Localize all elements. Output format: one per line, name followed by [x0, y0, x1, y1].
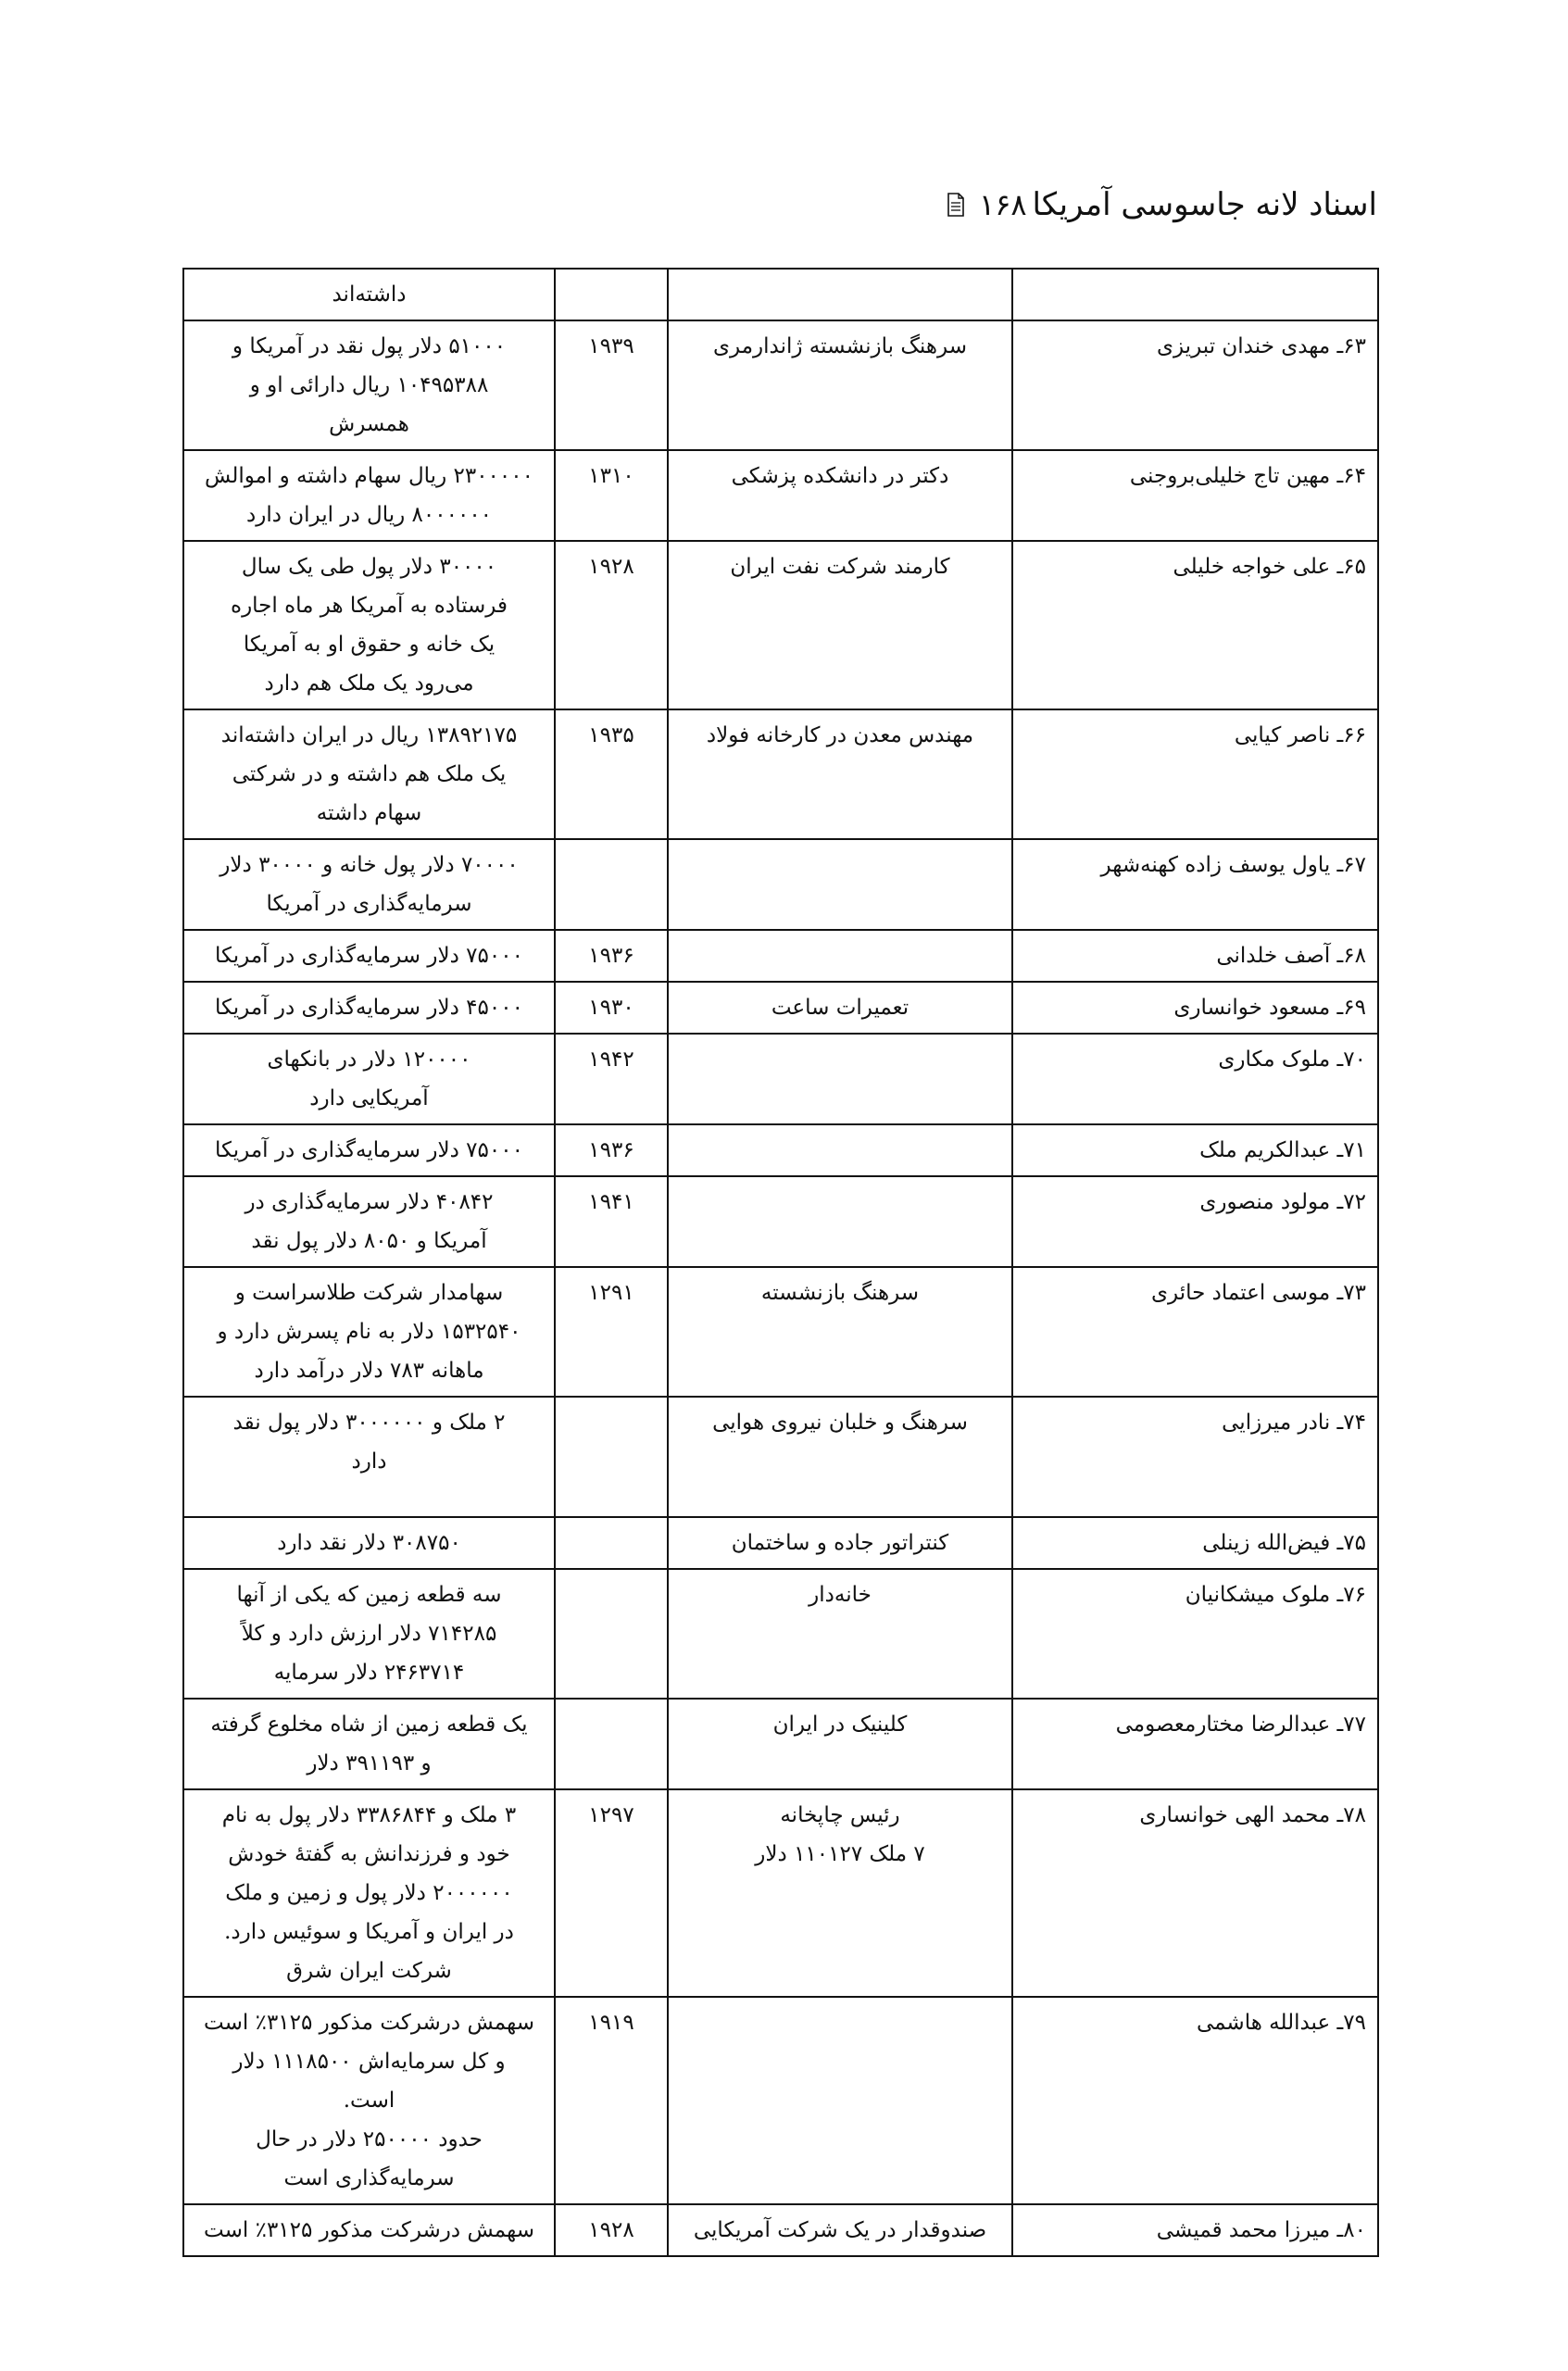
- assets-cell: [183, 450, 555, 541]
- occupation-cell: [668, 1569, 1012, 1699]
- assets-line: سهمش درشرکت مذکور ۳۱۲۵٪ است: [204, 2218, 534, 2242]
- assets-line: آمریکا و ۸۰۵۰ دلار پول نقد: [251, 1229, 487, 1253]
- year-value: ۱۹۲۸: [588, 2218, 634, 2242]
- assets-line: ۷۰۰۰۰ دلار پول خانه و ۳۰۰۰۰ دلار: [220, 853, 519, 877]
- table-row: [183, 1699, 1378, 1789]
- person-name-cell: [1012, 839, 1378, 930]
- assets-line: ۴۰۸۴۲ دلار سرمایه‌گذاری در: [245, 1190, 494, 1214]
- year-cell: [555, 1997, 668, 2204]
- table-row: [183, 1997, 1378, 2204]
- occupation-cell: [668, 269, 1012, 320]
- occupation-cell: [668, 709, 1012, 839]
- assets-line: سرمایه‌گذاری در آمریکا: [266, 892, 472, 916]
- assets-cell: [183, 1517, 555, 1569]
- assets-line: یک قطعه زمین از شاه مخلوع گرفته: [210, 1712, 528, 1737]
- year-value: ۱۳۱۰: [588, 464, 634, 488]
- document-icon: [947, 193, 965, 217]
- table-row: [183, 269, 1378, 320]
- assets-line: حدود ۲۵۰۰۰۰ دلار در حال: [256, 2127, 483, 2151]
- occupation-line: صندوقدار در یک شرکت آمریکایی: [693, 2218, 987, 2242]
- assets-line: یک خانه و حقوق او به آمریکا: [243, 633, 495, 657]
- year-cell: [555, 1176, 668, 1267]
- occupation-line: سرهنگ بازنشسته ژاندارمری: [713, 334, 967, 358]
- assets-line: ۱۵۳۲۵۴۰ دلار به نام پسرش دارد و: [217, 1320, 521, 1344]
- table-row: [183, 1124, 1378, 1176]
- person-name-cell: [1012, 450, 1378, 541]
- assets-cell: [183, 1176, 555, 1267]
- assets-cell: [183, 541, 555, 709]
- year-value: ۱۹۳۶: [588, 944, 634, 968]
- assets-line: ۲۳۰۰۰۰۰ ریال سهام داشته و اموالش: [205, 464, 533, 488]
- year-cell: [555, 1397, 668, 1517]
- assets-line: و کل سرمایه‌اش ۱۱۱۸۵۰۰ دلار: [232, 2050, 506, 2074]
- year-value: ۱۹۱۹: [588, 2011, 634, 2035]
- occupation-cell: [668, 2204, 1012, 2256]
- year-cell: [555, 982, 668, 1034]
- person-name-cell: [1012, 269, 1378, 320]
- year-value: ۱۹۳۰: [588, 996, 634, 1020]
- assets-line: ۲۴۶۳۷۱۴ دلار سرمایه: [273, 1661, 465, 1685]
- year-cell: [555, 930, 668, 982]
- year-value: ۱۹۴۲: [588, 1048, 634, 1072]
- assets-cell: [183, 839, 555, 930]
- person-name-cell: [1012, 1517, 1378, 1569]
- assets-line: یک ملک هم داشته و در شرکتی: [232, 762, 507, 786]
- assets-line: همسرش: [329, 412, 409, 436]
- person-name: ۸۰ـ میرزا محمد قمیشی: [1156, 2218, 1366, 2242]
- year-value: ۱۹۴۱: [588, 1190, 634, 1214]
- occupation-cell: [668, 1397, 1012, 1517]
- person-name-cell: [1012, 1124, 1378, 1176]
- occupation-cell: [668, 1176, 1012, 1267]
- table-row: [183, 2204, 1378, 2256]
- occupation-cell: [668, 930, 1012, 982]
- table-row: [183, 982, 1378, 1034]
- person-name: ۷۷ـ عبدالرضا مختارمعصومی: [1115, 1712, 1366, 1737]
- table-row: [183, 541, 1378, 709]
- year-cell: [555, 1517, 668, 1569]
- assets-cell: [183, 1789, 555, 1997]
- occupation-cell: [668, 982, 1012, 1034]
- person-name: ۶۹ـ مسعود خوانساری: [1173, 996, 1366, 1020]
- year-value: ۱۹۲۸: [588, 555, 634, 579]
- assets-cell: [183, 1267, 555, 1397]
- assets-line: سهامدار شرکت طلاسراست و: [234, 1281, 504, 1305]
- assets-cell: [183, 1569, 555, 1699]
- table-row: [183, 1034, 1378, 1124]
- year-cell: [555, 320, 668, 450]
- assets-line: ۱۰۴۹۵۳۸۸ ریال دارائی او و: [249, 373, 489, 397]
- person-name: ۷۴ـ نادر میرزایی: [1222, 1411, 1366, 1435]
- assets-line: سه قطعه زمین که یکی از آنها: [236, 1583, 502, 1607]
- table-row: [183, 1569, 1378, 1699]
- person-name: ۶۷ـ یاول یوسف زاده کهنه‌شهر: [1100, 853, 1366, 877]
- person-name-cell: [1012, 1569, 1378, 1699]
- occupation-cell: [668, 1789, 1012, 1997]
- occupation-line: کارمند شرکت نفت ایران: [730, 555, 950, 579]
- person-name: ۷۱ـ عبدالکریم ملک: [1199, 1138, 1366, 1162]
- person-name-cell: [1012, 1267, 1378, 1397]
- year-value: ۱۹۳۶: [588, 1138, 634, 1162]
- occupation-cell: [668, 1124, 1012, 1176]
- assets-cell: [183, 320, 555, 450]
- person-name-cell: [1012, 709, 1378, 839]
- person-name-cell: [1012, 541, 1378, 709]
- assets-line: ۳۰۰۰۰ دلار پول طی یک سال: [241, 555, 497, 579]
- year-cell: [555, 269, 668, 320]
- assets-line: سهام داشته: [316, 801, 422, 825]
- table-row: [183, 450, 1378, 541]
- assets-line: سرمایه‌گذاری است: [283, 2166, 455, 2190]
- table-body: [183, 269, 1378, 2256]
- assets-line: می‌رود یک ملک هم دارد: [264, 671, 474, 696]
- person-name: ۷۹ـ عبدالله هاشمی: [1196, 2011, 1366, 2035]
- table-row: [183, 1517, 1378, 1569]
- person-name: ۷۳ـ موسی اعتماد حائری: [1151, 1281, 1366, 1305]
- assets-line: ۲ ملک و ۳۰۰۰۰۰۰ دلار پول نقد: [232, 1411, 506, 1435]
- occupation-cell: [668, 1997, 1012, 2204]
- table-row: [183, 320, 1378, 450]
- assets-cell: [183, 982, 555, 1034]
- person-name-cell: [1012, 2204, 1378, 2256]
- occupation-cell: [668, 450, 1012, 541]
- occupation-line: کنتراتور جاده و ساختمان: [731, 1531, 949, 1555]
- assets-cell: [183, 1997, 555, 2204]
- assets-line: ۷۱۴۲۸۵ دلار ارزش دارد و کلاً: [241, 1622, 497, 1646]
- occupation-line: ۷ ملک ۱۱۰۱۲۷ دلار: [755, 1842, 925, 1866]
- occupation-line: کلینیک در ایران: [772, 1712, 908, 1737]
- occupation-line: سرهنگ بازنشسته: [760, 1281, 920, 1305]
- year-value: ۱۲۹۷: [588, 1803, 634, 1827]
- assets-line: ۸۰۰۰۰۰۰ ریال در ایران دارد: [245, 503, 493, 527]
- year-cell: [555, 1267, 668, 1397]
- assets-line: است.: [343, 2089, 395, 2113]
- table-row: [183, 709, 1378, 839]
- assets-cell: [183, 709, 555, 839]
- assets-line: ۵۱۰۰۰ دلار پول نقد در آمریکا و: [232, 334, 507, 358]
- assets-line: ۲۰۰۰۰۰۰ دلار پول و زمین و ملک: [225, 1881, 513, 1905]
- assets-cell: [183, 2204, 555, 2256]
- assets-cell: [183, 1699, 555, 1789]
- person-name: ۶۶ـ ناصر کیایی: [1234, 723, 1366, 747]
- person-name: ۷۵ـ فیض‌الله زینلی: [1202, 1531, 1366, 1555]
- occupation-line: سرهنگ و خلبان نیروی هوایی: [712, 1411, 968, 1435]
- person-name-cell: [1012, 1397, 1378, 1517]
- assets-table: [182, 268, 1379, 2257]
- year-cell: [555, 839, 668, 930]
- assets-line: داشته‌اند: [332, 282, 407, 307]
- year-value: ۱۲۹۱: [588, 1281, 634, 1305]
- table-row: [183, 839, 1378, 930]
- year-cell: [555, 541, 668, 709]
- person-name: ۶۸ـ آصف خلدانی: [1216, 944, 1366, 968]
- person-name: ۷۲ـ مولود منصوری: [1199, 1190, 1366, 1214]
- occupation-line: رئیس چاپخانه: [780, 1803, 900, 1827]
- year-cell: [555, 1789, 668, 1997]
- assets-line: دارد: [351, 1449, 387, 1474]
- person-name: ۶۳ـ مهدی خندان تبریزی: [1156, 334, 1366, 358]
- table-row: [183, 1789, 1378, 1997]
- assets-cell: [183, 1397, 555, 1517]
- occupation-cell: [668, 839, 1012, 930]
- person-name: ۷۸ـ محمد الهی خوانساری: [1139, 1803, 1366, 1827]
- year-cell: [555, 450, 668, 541]
- table-row: [183, 930, 1378, 982]
- assets-line: ۷۵۰۰۰ دلار سرمایه‌گذاری در آمریکا: [215, 944, 523, 968]
- assets-line: ۳ ملک و ۳۳۸۶۸۴۴ دلار پول به نام: [221, 1803, 517, 1827]
- table-row: [183, 1267, 1378, 1397]
- occupation-cell: [668, 1034, 1012, 1124]
- assets-cell: [183, 269, 555, 320]
- assets-line: شرکت ایران شرق: [286, 1959, 452, 1983]
- assets-cell: [183, 1034, 555, 1124]
- occupation-cell: [668, 1517, 1012, 1569]
- person-name-cell: [1012, 1034, 1378, 1124]
- assets-line: ۳۰۸۷۵۰ دلار نقد دارد: [277, 1531, 461, 1555]
- person-name-cell: [1012, 1789, 1378, 1997]
- assets-line: در ایران و آمریکا و سوئیس دارد.: [224, 1920, 514, 1944]
- assets-line: خود و فرزندانش به گفتهٔ خودش: [228, 1842, 510, 1866]
- assets-line: ۷۵۰۰۰ دلار سرمایه‌گذاری در آمریکا: [215, 1138, 523, 1162]
- person-name: ۷۰ـ ملوک مکاری: [1218, 1048, 1366, 1072]
- assets-line: ۱۲۰۰۰۰ دلار در بانکهای: [267, 1048, 471, 1072]
- page-number: ۱۶۸: [979, 187, 1027, 222]
- assets-cell: [183, 1124, 555, 1176]
- person-name: ۷۶ـ ملوک میشکانیان: [1185, 1583, 1366, 1607]
- occupation-cell: [668, 1699, 1012, 1789]
- assets-line: آمریکایی دارد: [309, 1086, 429, 1110]
- occupation-line: تعمیرات ساعت: [771, 996, 909, 1020]
- table-row: [183, 1176, 1378, 1267]
- person-name-cell: [1012, 320, 1378, 450]
- assets-line: فرستاده به آمریکا هر ماه اجاره: [231, 594, 508, 618]
- occupation-cell: [668, 320, 1012, 450]
- assets-line: ۴۵۰۰۰ دلار سرمایه‌گذاری در آمریکا: [215, 996, 523, 1020]
- person-name-cell: [1012, 982, 1378, 1034]
- year-value: ۱۹۳۵: [588, 723, 634, 747]
- page-header: [182, 182, 1377, 228]
- year-value: ۱۹۳۹: [588, 334, 634, 358]
- person-name-cell: [1012, 930, 1378, 982]
- occupation-line: خانه‌دار: [809, 1583, 872, 1607]
- person-name: ۶۵ـ علی خواجه خلیلی: [1173, 555, 1366, 579]
- assets-cell: [183, 930, 555, 982]
- year-cell: [555, 1569, 668, 1699]
- person-name-cell: [1012, 1997, 1378, 2204]
- assets-line: سهمش درشرکت مذکور ۳۱۲۵٪ است: [204, 2011, 534, 2035]
- year-cell: [555, 709, 668, 839]
- book-title: اسناد لانه جاسوسی آمریکا: [1032, 186, 1377, 223]
- occupation-cell: [668, 1267, 1012, 1397]
- assets-line: ۱۳۸۹۲۱۷۵ ریال در ایران داشته‌اند: [220, 723, 518, 747]
- year-cell: [555, 1034, 668, 1124]
- table-row: [183, 1397, 1378, 1517]
- occupation-line: مهندس معدن در کارخانه فولاد: [706, 723, 974, 747]
- person-name-cell: [1012, 1176, 1378, 1267]
- person-name: ۶۴ـ مهین تاج خلیلی‌بروجنی: [1129, 464, 1366, 488]
- assets-line: و ۳۹۱۱۹۳ دلار: [307, 1751, 432, 1775]
- year-cell: [555, 1699, 668, 1789]
- occupation-cell: [668, 541, 1012, 709]
- person-name-cell: [1012, 1699, 1378, 1789]
- occupation-line: دکتر در دانشکده پزشکی: [731, 464, 949, 488]
- year-cell: [555, 2204, 668, 2256]
- assets-line: ماهانه ۷۸۳ دلار درآمد دارد: [254, 1359, 484, 1383]
- year-cell: [555, 1124, 668, 1176]
